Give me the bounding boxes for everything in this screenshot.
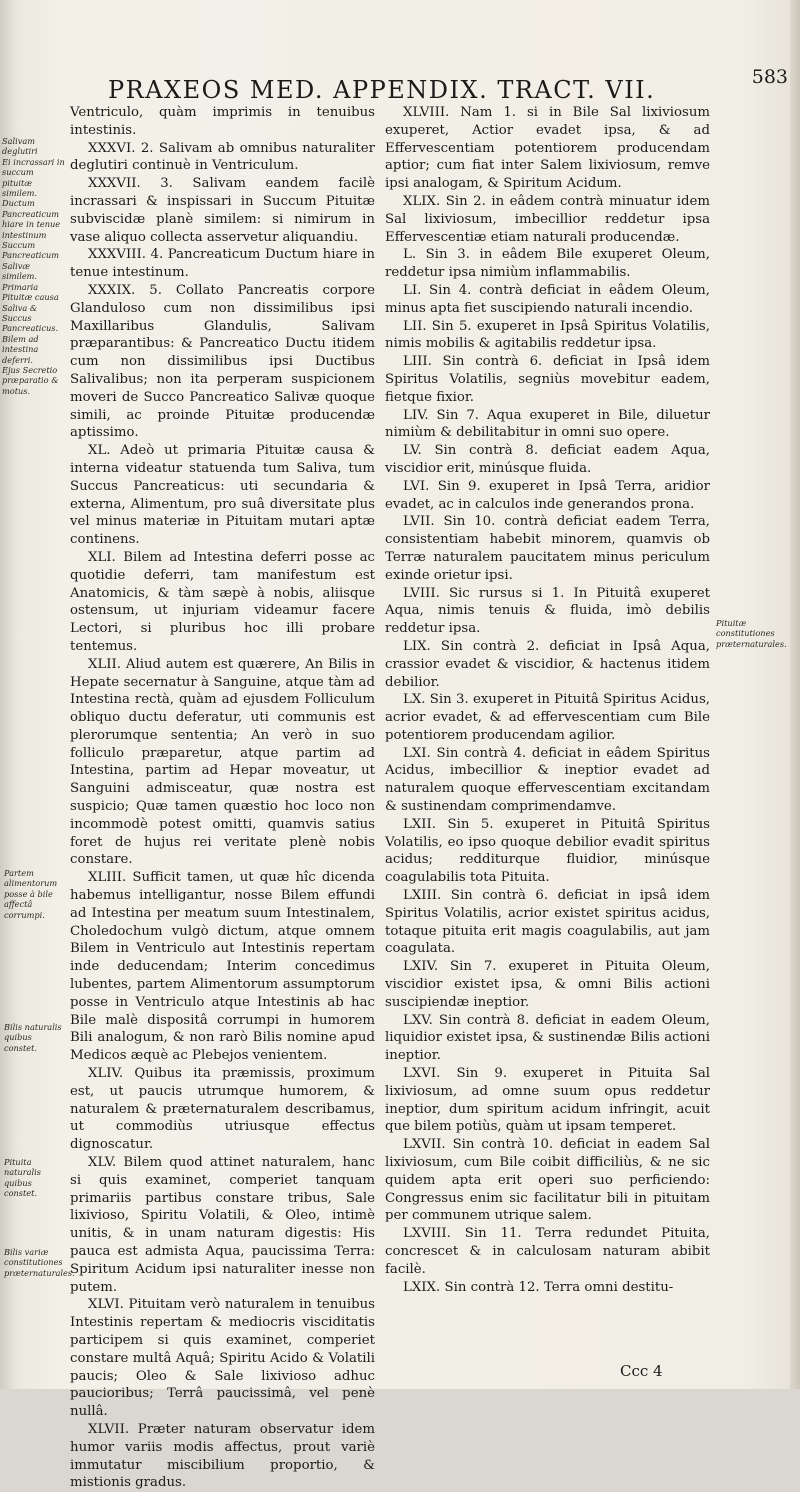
paragraph: LI. Sin 4. contrà deficiat in eâdem Oleum, minus apta fiet suscipiendo naturali incendio. — [385, 282, 710, 316]
paragraph: XXXVI. 2. Salivam ab omnibus naturaliter deglutiri continuè in Ventriculum. — [70, 140, 375, 174]
paragraph: XLVIII. Nam 1. si in Bile Sal lixiviosum exuperet, Actior evadet ipsa, & ad Effervescentiam potentiorem producendam aptior; cum fiat inter Salem lixiviosum, remve ipsi analogam, & Spiritum Acidum. — [385, 105, 710, 192]
paragraph: LIX. Sin contrà 2. deficiat in Ipsâ Aqua, crassior evadet & viscidior, & hactenus itidem debilior. — [385, 638, 710, 690]
paragraph: XLVI. Pituitam verò naturalem in tenuibus Intestinis repertam & mediocris visciditatis participem si quis examinet, comperiet constare multâ Aquâ; Spiritu Acido & Volatili paucis; Oleo & Sale lixivioso adhuc paucioribus; Terrâ paucissimâ, vel penè nullâ. — [70, 1297, 375, 1420]
paragraph: LX. Sin 3. exuperet in Pituitâ Spiritus Acidus, acrior evadet, & ad effervescentiam cum Bile potentiorem producendam agilior. — [385, 692, 710, 743]
paragraph: LXVII. Sin contrà 10. deficiat in eadem Sal lixiviosum, cum Bile coibit difficiliùs, & ne sic quidem apta erit operi suo perficiendo: Congressus enim sic facilitatur bili in pituitam per communem utrique salem. — [385, 1137, 710, 1224]
paragraph: XLIV. Quibus ita præmissis, proximum est, ut paucis utrumque humorem, & naturalem & præternaturalem describamus, ut commodiùs utriusque effectus dignoscatur. — [70, 1066, 375, 1153]
margin-note: Bilis variæ constitutiones præternaturales. — [4, 1247, 75, 1278]
page-number: 583 — [751, 66, 788, 88]
margin-note: Pituita naturalis quibus constet. — [4, 1157, 41, 1199]
paragraph: XXXIX. 5. Collato Pancreatis corpore Glanduloso cum non dissimilibus ipsi Maxillaribus Glandulis, Salivam præparantibus: & Pancreatico Ductu itidem cum non dissimilibus ipsi Ductibus Salivalibus; non ita perperam suspicionem moveri de Succo Pancreatico Salivæ quoque simili, ac proinde Pituitæ producendæ aptissimo. — [70, 282, 375, 441]
paragraph: LXV. Sin contrà 8. deficiat in eadem Oleum, liquidior existet ipsa, & sustinendæ Bilis actioni ineptior. — [385, 1012, 710, 1064]
paragraph: LIV. Sin 7. Aqua exuperet in Bile, diluetur nimiùm & debilitabitur in omni suo opere. — [385, 407, 710, 441]
margin-note: Pituitæ constitutiones præternaturales. — [716, 618, 787, 649]
paragraph: XLV. Bilem quod attinet naturalem, hanc si quis examinet, comperiet tanquam primariis partibus constare tribus, Sale lixivioso, Spiritu Volatili, & Oleo, intimè unitis, & in unam naturam digestis: His pauca est admista Aqua, paucissima Terra: Spiritum Acidum ipsi naturaliter inesse non putem. — [70, 1155, 375, 1295]
paragraph: XXXVII. 3. Salivam eandem facilè incrassari & inspissari in Succum Pituitæ subviscidæ planè similem: si nimirum in vase aliquo collecta asservetur aliquandiu. — [70, 176, 375, 245]
paragraph: LIII. Sin contrà 6. deficiat in Ipsâ idem Spiritus Volatilis, segniùs movebitur eadem, fietque fixior. — [385, 354, 710, 405]
paragraph: LVII. Sin 10. contrà deficiat eadem Terra, consistentiam habebit minorem, quamvis ob Terræ naturalem paucitatem minus periculum exinde orietur ipsi. — [385, 514, 710, 583]
running-title: PRAXEOS MED. APPENDIX. TRACT. VII. — [108, 76, 656, 104]
paragraph: LXIX. Sin contrà 12. Terra omni destitu- — [403, 1279, 674, 1295]
paragraph: XLIII. Sufficit tamen, ut quæ hîc dicenda habemus intelligantur, nosse Bilem effundi ad Intestina per meatum suum Intestinalem, Choledochum vulgò dictum, atque omnem Bilem in Ventriculo aut Intestinis repertam inde deducendam; Interim concedimus lubentes, partem Alimentorum assumptorum posse in Ventriculo atque Intestinis ab hac Bile malè dispositâ corrumpi in humorem Bili analogum, & non rarò Bilis nomine apud Medicos æquè ac Plebejos venientem. — [70, 870, 375, 1064]
paragraph: XLI. Bilem ad Intestina deferri posse ac quotidie deferri, tam manifestum est Anatomicis, & tàm sæpè à nobis, aliisque ostensum, ut injuriam videamur facere Lectori, si pluribus hoc illi probare tentemus. — [70, 549, 375, 654]
paragraph: LII. Sin 5. exuperet in Ipsâ Spiritus Volatilis, nimis mobilis & agitabilis reddetur ipsa. — [385, 318, 710, 352]
paragraph: LV. Sin contrà 8. deficiat eadem Aqua, viscidior erit, minúsque fluida. — [385, 443, 710, 476]
paragraph: LXII. Sin 5. exuperet in Pituitâ Spiritus Volatilis, eo ipso quoque debilior evadit spiritus acidus; redditurque fluidior, minúsque coagulabilis tota Pituita. — [385, 816, 710, 886]
paragraph: XXXVIII. 4. Pancreaticum Ductum hiare in tenue intestinum. — [70, 247, 375, 281]
margin-note: Partem alimentorum posse à bile affectâ corrumpi. — [4, 868, 58, 920]
paragraph: XL. Adeò ut primaria Pituitæ causa & interna videatur statuenda tum Saliva, tum Succus Pancreaticus: uti secundaria & externa, Alimentum, pro suâ diversitate plus vel minus materiæ in Pituitam mutari aptæ continens. — [70, 443, 375, 548]
margin-note: Bilis naturalis quibus constet. — [4, 1022, 62, 1053]
text-column-right — [385, 104, 710, 1366]
paragraph: Ventriculo, quàm imprimis in tenuibus intestinis. — [70, 105, 375, 138]
page-edge — [790, 0, 800, 1389]
paragraph: LVIII. Sic rursus si 1. In Pituitâ exuperet Aqua, nimis tenuis & fluida, imò debilis reddetur ipsa. — [385, 585, 710, 637]
paragraph: LXVIII. Sin 11. Terra redundet Pituita, concrescet & in calculosam naturam abibit facilè. — [385, 1226, 710, 1277]
paragraph: LXIII. Sin contrà 6. deficiat in ipsâ idem Spiritus Volatilis, acrior existet spiritus acidus, totaque pituita erit magis coagulabilis, aut jam coagulata. — [385, 888, 710, 957]
paragraph: LXI. Sin contrà 4. deficiat in eâdem Spiritus Acidus, imbecillior & ineptior evadet ad naturalem quoque effervescentiam excitandam & sustinendam comprimendamve. — [385, 745, 710, 815]
paragraph: XLII. Aliud autem est quærere, An Bilis in Hepate secernatur à Sanguine, atque tàm ad Intestina rectà, quàm ad ejusdem Folliculum obliquo ductu deferatur, uti communis est plerorumque sententia; An verò in suo folliculo præparetur, atque partim ad Intestina, partim ad Hepar moveatur, ut Sanguini admisceatur, quæ nostra est suspicio; Quæ tamen quæstio hoc loco non incommodè potest omitti, quamvis satius foret de hujus rei veritate plenè nobis constare. — [70, 656, 375, 868]
paragraph: XLIX. Sin 2. in eâdem contrà minuatur idem Sal lixiviosum, imbecillior reddetur ipsa Effervescentiæ etiam naturali producendæ. — [385, 193, 710, 245]
paragraph: LXIV. Sin 7. exuperet in Pituita Oleum, viscidior existet ipsa, & omni Bilis actioni suscipiendæ ineptior. — [385, 959, 710, 1010]
paragraph: LXVI. Sin 9. exuperet in Pituita Sal lixiviosum, ad omne suum opus reddetur ineptior, dum spiritum acidum infringit, acuit que bilem potiùs, quàm ut ipsam temperet. — [385, 1066, 710, 1135]
paragraph: LVI. Sin 9. exuperet in Ipsâ Terra, aridior evadet, ac in calculos inde generandos prona. — [385, 478, 710, 512]
paragraph: L. Sin 3. in eâdem Bile exuperet Oleum, reddetur ipsa nimiùm inflammabilis. — [385, 247, 710, 281]
text-column-left — [70, 104, 375, 1491]
paragraph: XLVII. Præter naturam observatur idem humor variis modis affectus, prout variè immutatur miscibilium proportio, & mistionis gradus. — [70, 1421, 375, 1491]
signature-mark: Ccc 4 — [620, 1362, 663, 1380]
margin-note: Salivam deglutiri Ei incrassari in succum pituitæ similem. Ductum Pancreaticum hiare in tenue intestinum Succum Pancreaticum Salivæ similem. Primaria Pituitæ causa Saliva & Succus Pancreaticus. Bilem ad intestina deferri. Ejus Secretio præparatio & motus. — [2, 136, 65, 396]
